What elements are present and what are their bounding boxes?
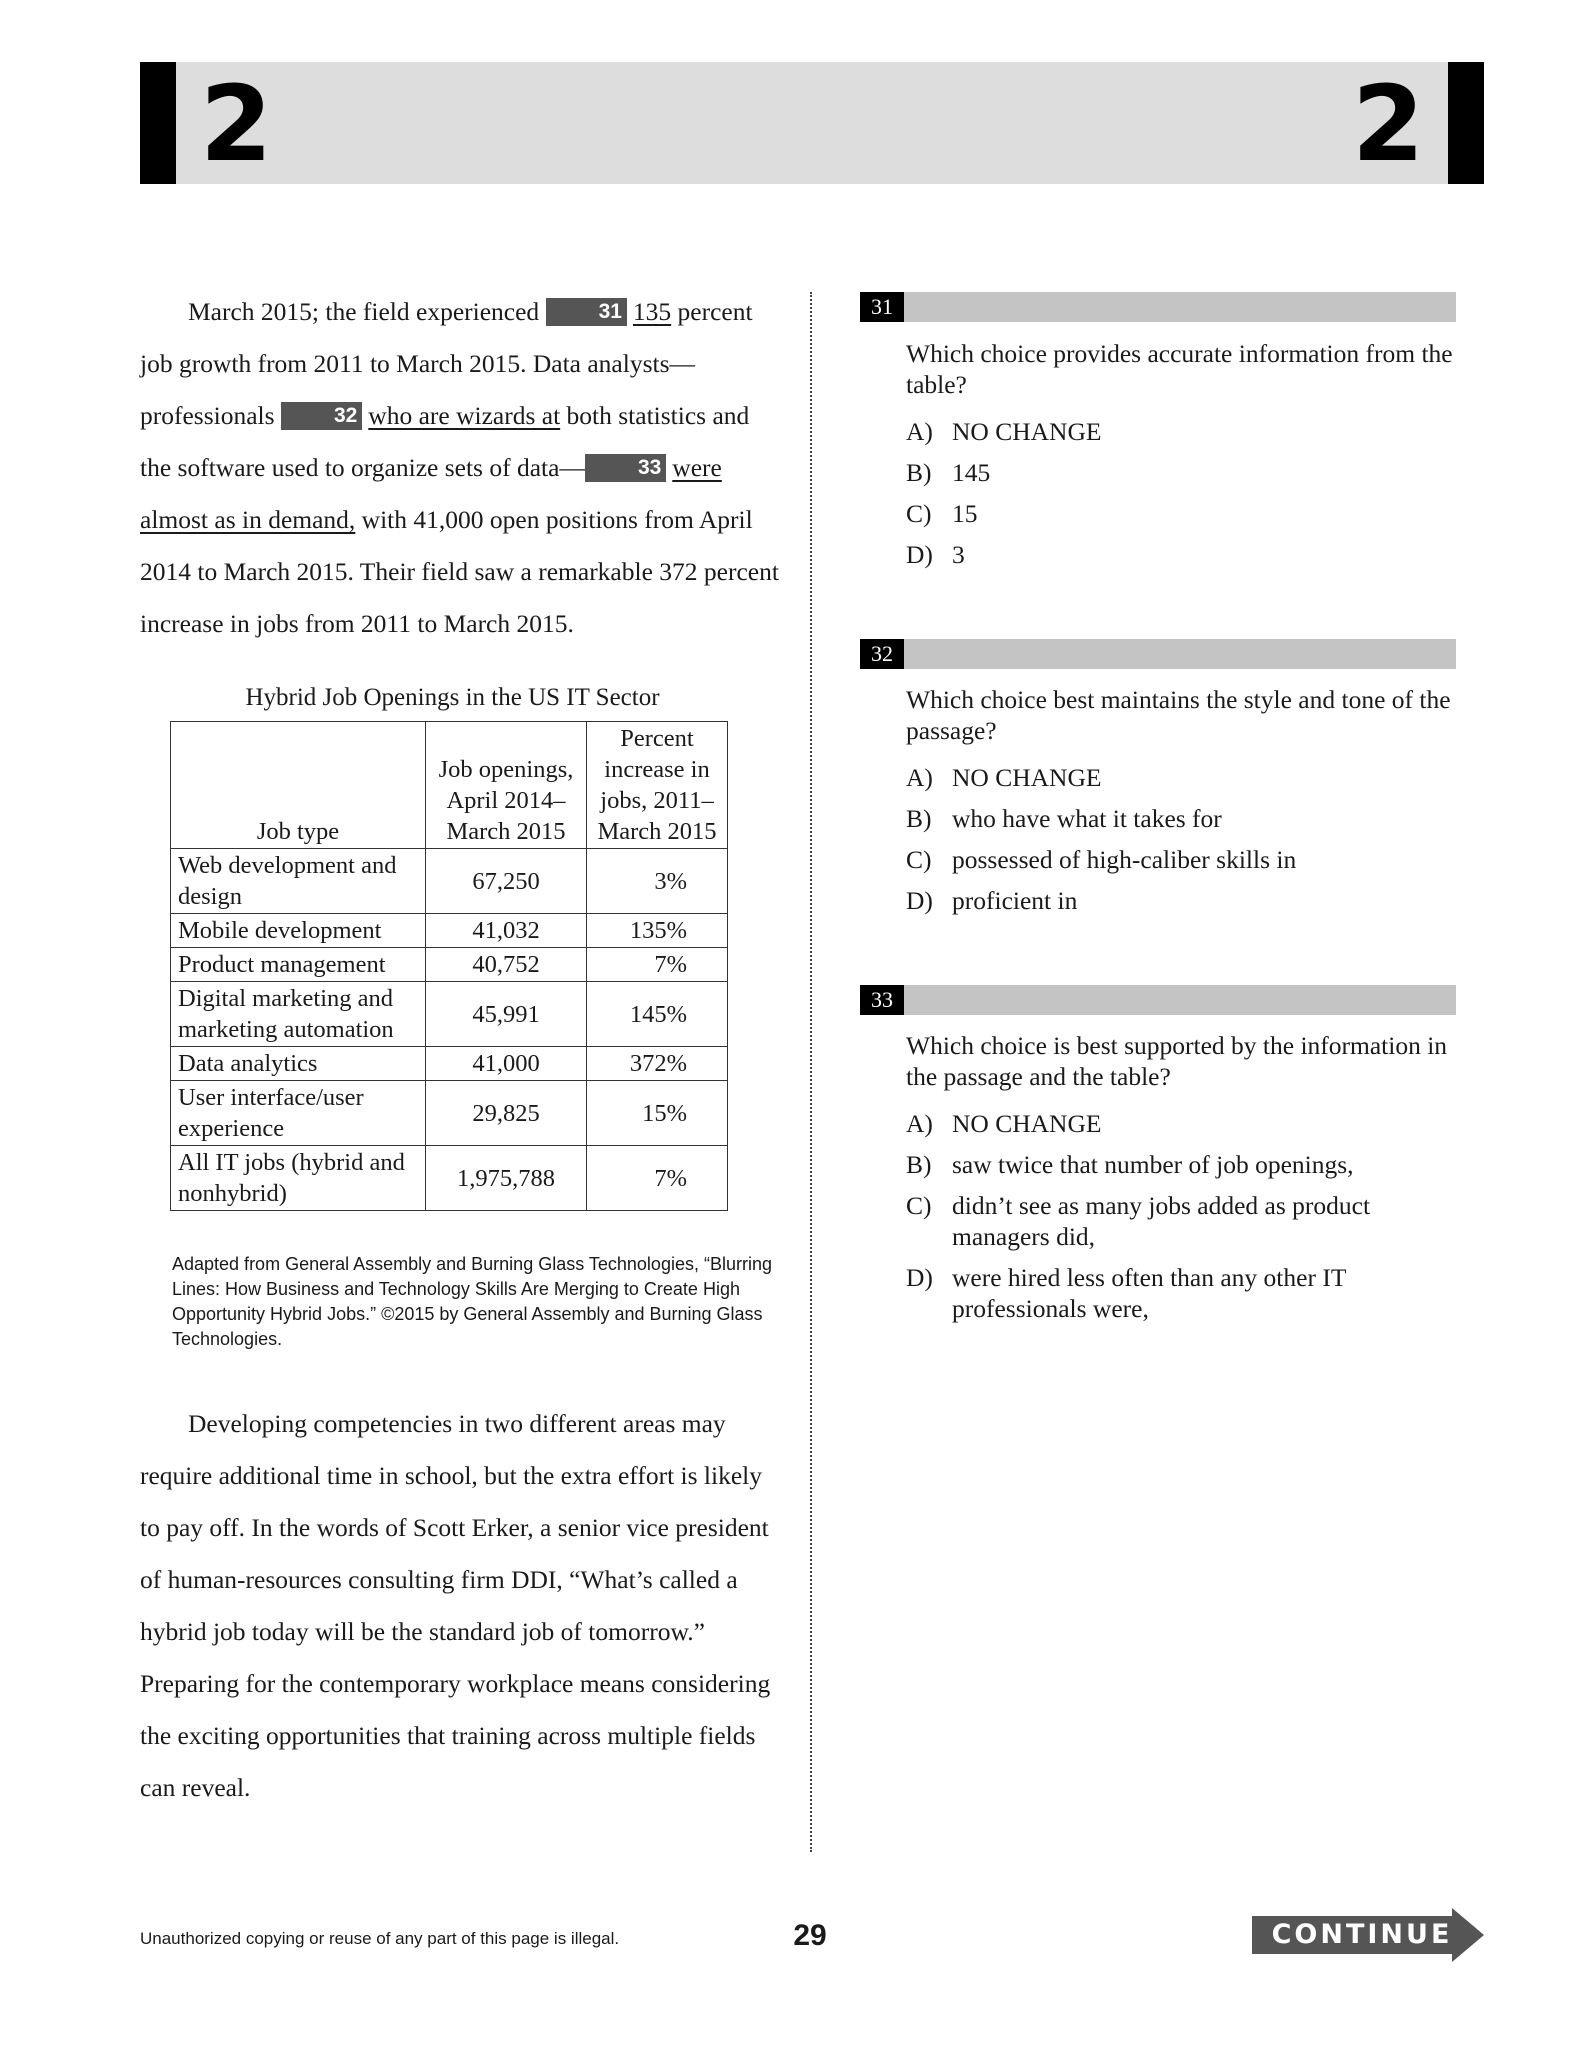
table-row bbox=[171, 1081, 728, 1146]
section-number-left: 2 bbox=[200, 63, 273, 185]
table-cell-percent: 372% bbox=[587, 1047, 728, 1081]
passage-bottom bbox=[140, 1398, 780, 1814]
section-header-band bbox=[140, 62, 1456, 184]
underlined-text-33: were almost as in demand, bbox=[140, 453, 722, 534]
table-row bbox=[171, 948, 728, 982]
answer-option-c[interactable] bbox=[906, 1190, 1466, 1252]
table-cell-openings: 45,991 bbox=[426, 982, 587, 1047]
option-text: proficient in bbox=[952, 886, 1078, 915]
option-text: 3 bbox=[952, 540, 965, 569]
table-cell-percent: 7% bbox=[587, 948, 728, 982]
table-row bbox=[171, 914, 728, 948]
continue-label: CONTINUE bbox=[1271, 1919, 1453, 1950]
header-bar-right bbox=[1448, 62, 1484, 184]
answer-option-a[interactable] bbox=[906, 1108, 1466, 1139]
question-33 bbox=[906, 1030, 1466, 1334]
question-header-31 bbox=[860, 292, 1456, 322]
answer-option-d[interactable] bbox=[906, 1262, 1466, 1324]
table-cell-percent: 15% bbox=[587, 1081, 728, 1146]
passage-text: percent job growth from 2011 to March 2015. Data analysts—professionals bbox=[140, 297, 753, 430]
table-header-cell: Percent increase in jobs, 2011–March 2015 bbox=[587, 722, 728, 849]
question-marker-31[interactable]: 31 bbox=[546, 298, 627, 326]
option-text: who have what it takes for bbox=[952, 804, 1222, 833]
option-text: NO CHANGE bbox=[952, 417, 1102, 446]
answer-option-a[interactable] bbox=[906, 416, 1466, 447]
question-marker-33[interactable]: 33 bbox=[585, 454, 666, 482]
table-cell-openings: 1,975,788 bbox=[426, 1146, 587, 1211]
answer-option-d[interactable] bbox=[906, 539, 1466, 570]
option-letter: C) bbox=[906, 1191, 932, 1220]
table-cell-openings: 67,250 bbox=[426, 849, 587, 914]
table-header-cell: Job type bbox=[171, 722, 426, 849]
table-cell-openings: 41,000 bbox=[426, 1047, 587, 1081]
continue-button[interactable] bbox=[1252, 1908, 1486, 1962]
underlined-text-32: who are wizards at bbox=[368, 401, 561, 430]
table-cell-job-type: Data analytics bbox=[171, 1047, 426, 1081]
answer-option-b[interactable] bbox=[906, 457, 1466, 488]
question-number-32: 32 bbox=[860, 639, 904, 669]
question-stem: Which choice provides accurate information from the table? bbox=[906, 339, 1453, 399]
table-header-cell: Job openings, April 2014–March 2015 bbox=[426, 722, 587, 849]
table-header-row bbox=[171, 722, 728, 849]
question-stem: Which choice is best supported by the information in the passage and the table? bbox=[906, 1031, 1448, 1091]
table-cell-openings: 40,752 bbox=[426, 948, 587, 982]
option-text: NO CHANGE bbox=[952, 1109, 1102, 1138]
passage-paragraph-1 bbox=[140, 286, 780, 650]
question-number-33: 33 bbox=[860, 985, 904, 1015]
answer-option-d[interactable] bbox=[906, 885, 1466, 916]
option-text: 145 bbox=[952, 458, 991, 487]
table-row bbox=[171, 1146, 728, 1211]
table-cell-job-type: Web development and design bbox=[171, 849, 426, 914]
section-number-right: 2 bbox=[1352, 63, 1425, 185]
option-letter: D) bbox=[906, 540, 933, 569]
option-text: were hired less often than any other IT professionals were, bbox=[952, 1263, 1346, 1323]
passage-text: March 2015; the field experienced bbox=[188, 297, 546, 326]
passage-text: with 41,000 open positions from April 2014 to March 2015. Their field saw a remarkable 372 percent increase in jobs from 2011 to March 2015. bbox=[140, 505, 779, 638]
option-letter: B) bbox=[906, 458, 932, 487]
copyright-notice: Unauthorized copying or reuse of any part of this page is illegal. bbox=[140, 1929, 620, 1948]
table-cell-percent: 135% bbox=[587, 914, 728, 948]
option-letter: D) bbox=[906, 886, 933, 915]
table-row bbox=[171, 849, 728, 914]
table-cell-percent: 145% bbox=[587, 982, 728, 1047]
question-header-32 bbox=[860, 639, 1456, 669]
passage-text: both statistics and the software used to organize sets of data— bbox=[140, 401, 750, 482]
question-stem: Which choice best maintains the style and tone of the passage? bbox=[906, 685, 1451, 745]
answer-option-c[interactable] bbox=[906, 498, 1466, 529]
table-cell-percent: 3% bbox=[587, 849, 728, 914]
answer-option-b[interactable] bbox=[906, 803, 1466, 834]
option-letter: A) bbox=[906, 1109, 933, 1138]
option-letter: A) bbox=[906, 763, 933, 792]
table-cell-percent: 7% bbox=[587, 1146, 728, 1211]
option-text: NO CHANGE bbox=[952, 763, 1102, 792]
answer-option-a[interactable] bbox=[906, 762, 1466, 793]
option-letter: C) bbox=[906, 845, 932, 874]
question-32 bbox=[906, 684, 1466, 926]
option-text: didn’t see as many jobs added as product managers did, bbox=[952, 1191, 1371, 1251]
page-number: 29 bbox=[793, 1919, 827, 1952]
table-title: Hybrid Job Openings in the US IT Sector bbox=[245, 684, 660, 711]
underlined-text-31: 135 bbox=[632, 297, 672, 326]
option-letter: D) bbox=[906, 1263, 933, 1292]
table-cell-job-type: Digital marketing and marketing automation bbox=[171, 982, 426, 1047]
table-cell-openings: 29,825 bbox=[426, 1081, 587, 1146]
table-cell-openings: 41,032 bbox=[426, 914, 587, 948]
passage-paragraph-2: Developing competencies in two different areas may require additional time in school, but the extra effort is likely to pay off. In the words of Scott Erker, a senior vice president of human-resources consulting firm DDI, “What’s called a hybrid job today will be the standard job of tomorrow.” Preparing for the contemporary workplace means considering the exciting opportunities that training across multiple fields can reveal. bbox=[140, 1409, 771, 1802]
table-row bbox=[171, 1047, 728, 1081]
question-header-33 bbox=[860, 985, 1456, 1015]
option-text: 15 bbox=[952, 499, 978, 528]
option-text: possessed of high-caliber skills in bbox=[952, 845, 1297, 874]
table-cell-job-type: Mobile development bbox=[171, 914, 426, 948]
job-openings-table bbox=[170, 721, 728, 1211]
table-source-note: Adapted from General Assembly and Burning Glass Technologies, “Blurring Lines: How Business and Technology Skills Are Merging to Create High Opportunity Hybrid Jobs.” ©2015 by General Assembly and Burning Glass Technologies. bbox=[172, 1254, 772, 1349]
option-letter: B) bbox=[906, 804, 932, 833]
option-letter: C) bbox=[906, 499, 932, 528]
table-row bbox=[171, 982, 728, 1047]
table-cell-job-type: All IT jobs (hybrid and nonhybrid) bbox=[171, 1146, 426, 1211]
question-marker-32[interactable]: 32 bbox=[281, 402, 362, 430]
header-bar-left bbox=[140, 62, 176, 184]
option-letter: B) bbox=[906, 1150, 932, 1179]
table-cell-job-type: Product management bbox=[171, 948, 426, 982]
question-number-31: 31 bbox=[860, 292, 904, 322]
option-letter: A) bbox=[906, 417, 933, 446]
option-text: saw twice that number of job openings, bbox=[952, 1150, 1354, 1179]
table-cell-job-type: User interface/user experience bbox=[171, 1081, 426, 1146]
passage-top bbox=[140, 286, 780, 650]
answer-option-c[interactable] bbox=[906, 844, 1466, 875]
answer-option-b[interactable] bbox=[906, 1149, 1466, 1180]
question-31 bbox=[906, 338, 1466, 580]
column-divider bbox=[810, 292, 812, 1852]
